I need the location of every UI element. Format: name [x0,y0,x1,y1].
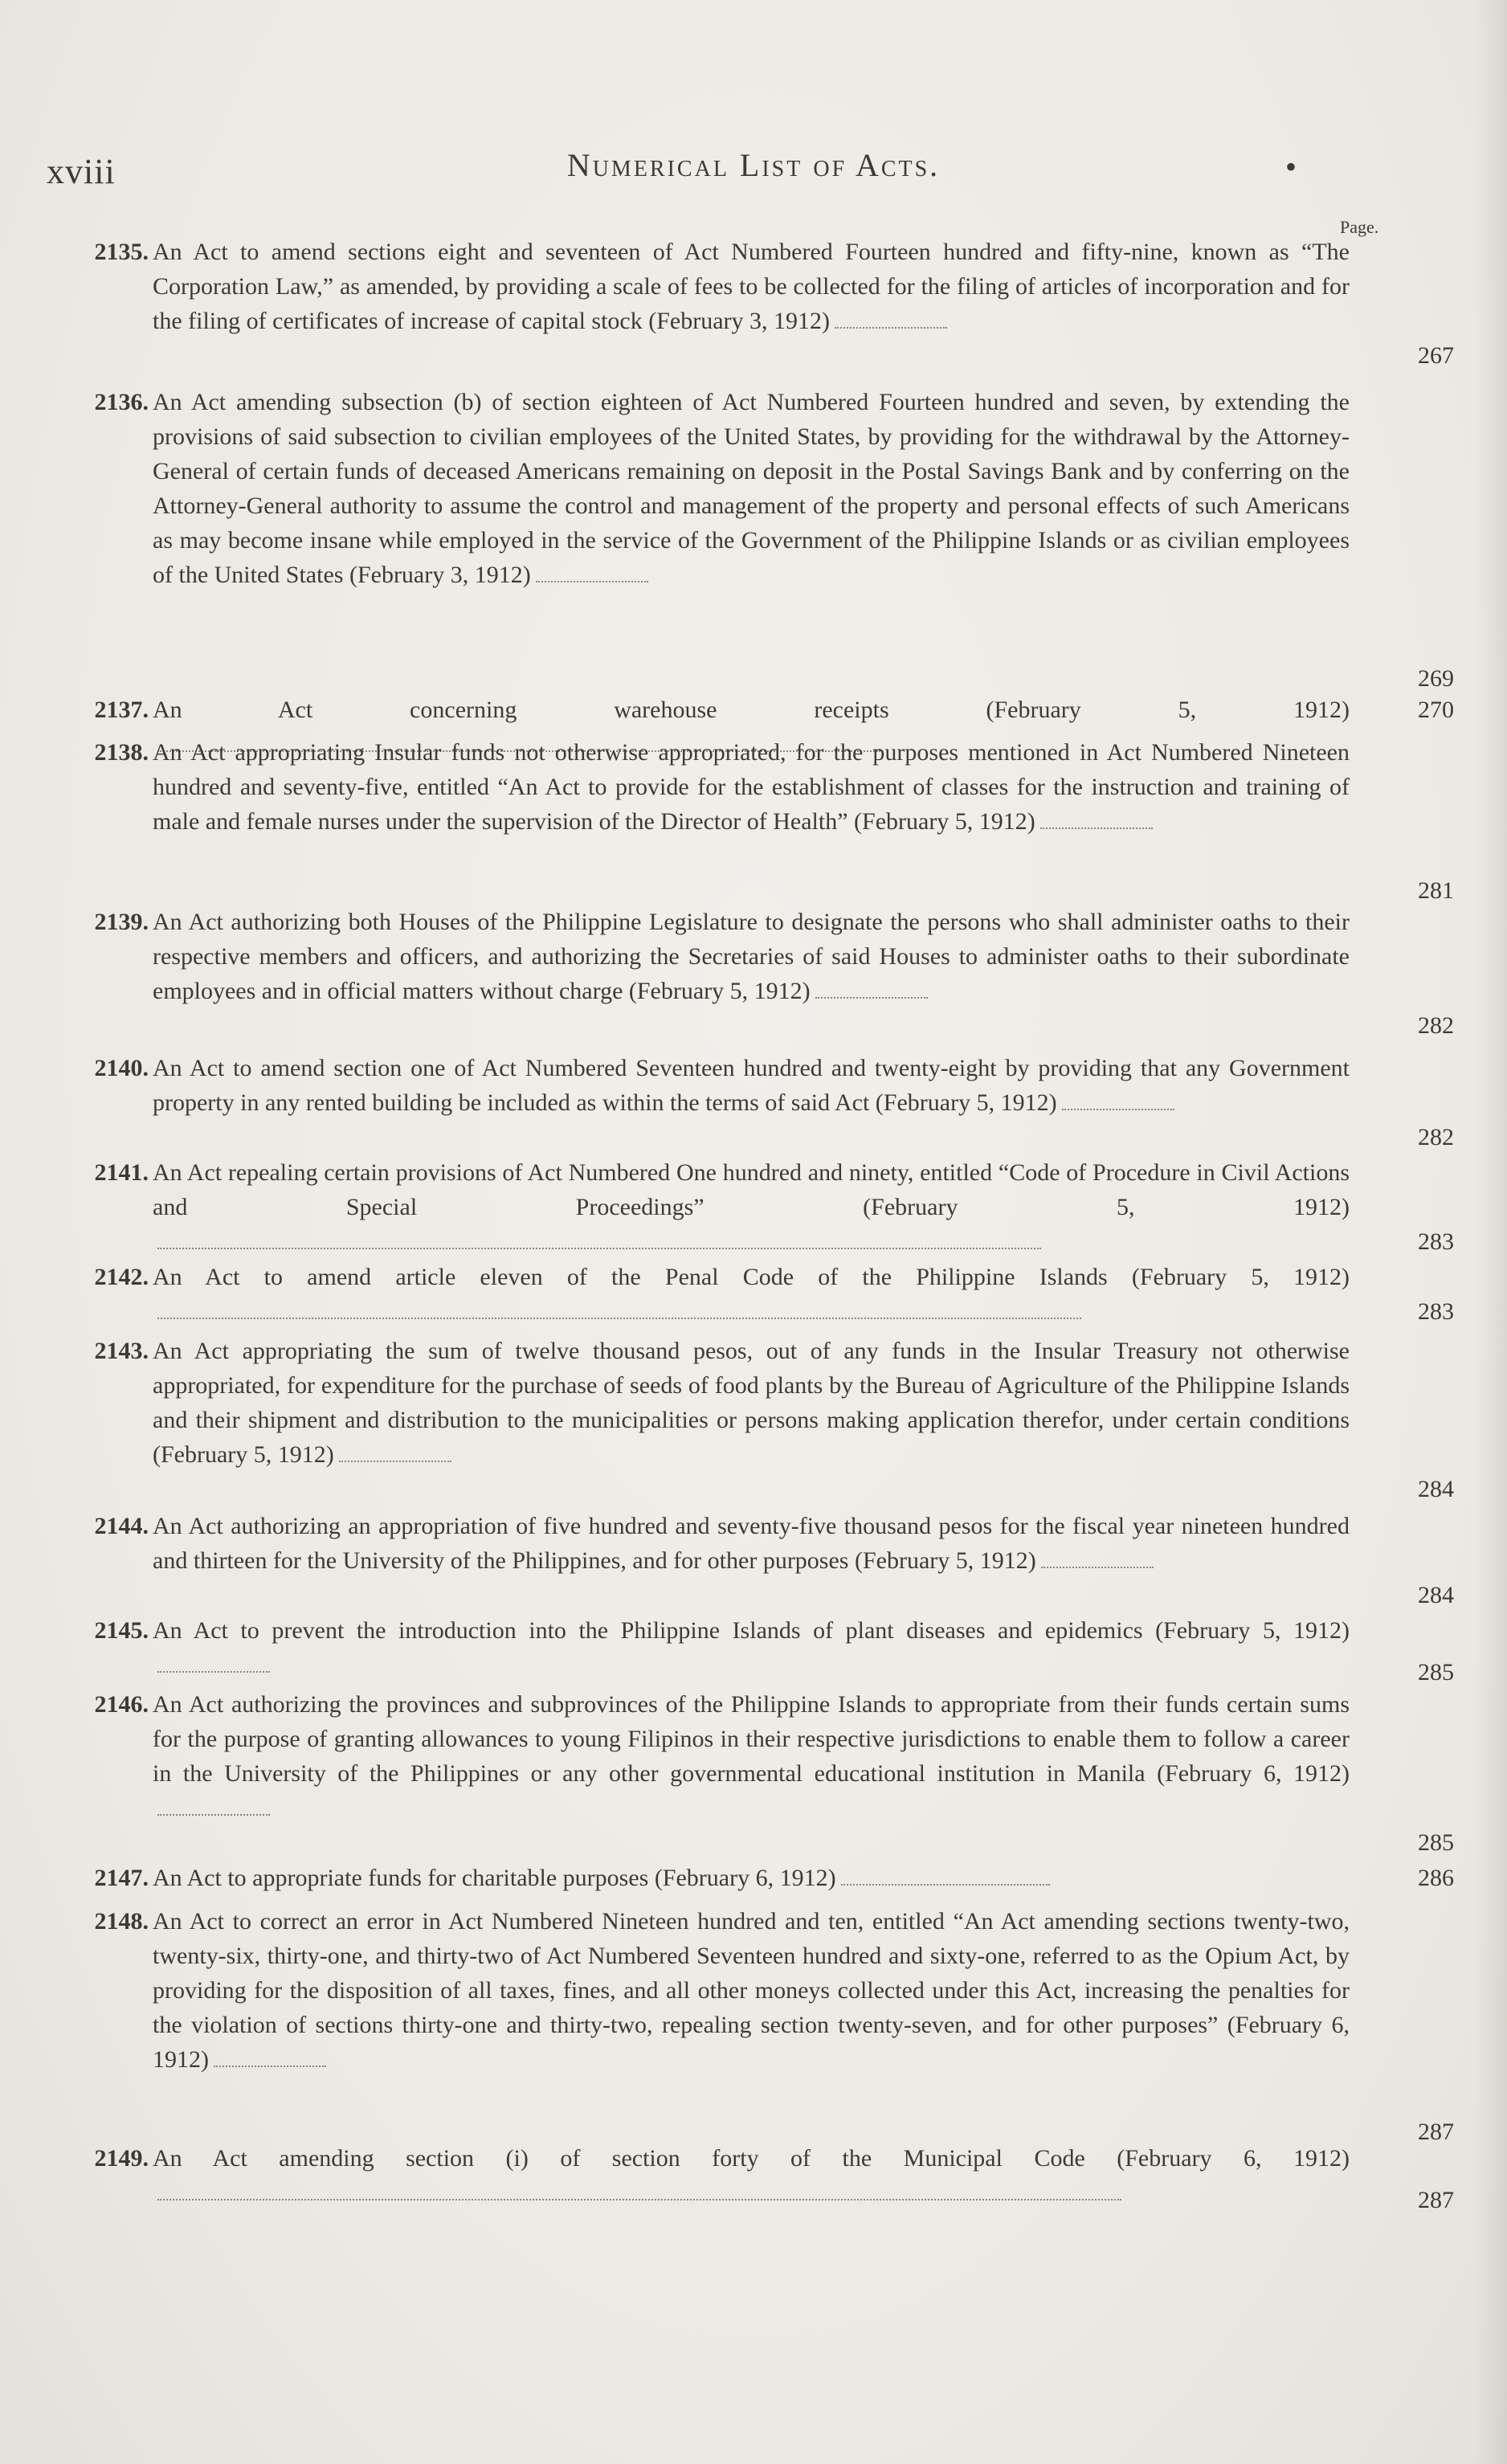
act-title: An Act to amend article eleven of the Penal Code of the Philippine Islands (February 5, 1912) [153,1260,1350,1329]
act-number: 2141. [94,1159,149,1186]
act-title: An Act concerning warehouse receipts (February 5, 1912) [153,693,1350,762]
act-page: 283 [1418,1298,1454,1325]
act-page: 286 [1418,1865,1454,1891]
act-number: 2147. [94,1865,149,1891]
list-item [48,1687,1454,1856]
act-title: An Act appropriating the sum of twelve thousand pesos, out of any funds in the Insular Treasury not otherwise appropriated, for expenditure for the purchase of seeds of food plants by the Bureau of Agriculture of the Philippine Islands and their shipment and distribution to the municipalities or persons making application therefor, under certain conditions (February 5, 1912) [153,1338,1350,1468]
act-number: 2149. [94,2145,149,2172]
list-item [48,1509,1454,1608]
act-page: 282 [1418,1012,1454,1039]
act-page: 281 [1418,877,1454,904]
act-page: 287 [1418,2119,1454,2145]
list-item [48,1861,1454,1895]
act-title: An Act to amend sections eight and seventeen of Act Numbered Fourteen hundred and fifty-nine, known as “The Corporation Law,” as amended, by providing a scale of fees to be collected for the filing of articles of incorporation and for the filing of certificates of increase of capital stock (February 3, 1912) [153,239,1350,334]
header-mark: • [1285,149,1297,185]
act-title: An Act to appropriate funds for charitable purposes (February 6, 1912) [153,1861,1350,1895]
act-page: 267 [1418,342,1454,369]
act-title: An Act to amend section one of Act Numbered Seventeen hundred and twenty-eight by providing that any Government property in any rented building be included as within the terms of said Act (February 5, 1912) [153,1055,1350,1116]
act-number: 2140. [94,1055,149,1081]
list-item [48,235,1454,369]
act-page: 284 [1418,1476,1454,1502]
running-head: Numerical List of Acts. [566,147,941,183]
list-item [48,905,1454,1039]
act-page: 285 [1418,1659,1454,1686]
list-item [48,2141,1454,2213]
list-item [48,1051,1454,1150]
act-number: 2146. [94,1691,149,1718]
list-item [48,1155,1454,1259]
act-number: 2138. [94,739,149,766]
act-title: An Act appropriating Insular funds not otherwise appropriated, for the purposes mentioned in Act Numbered Nineteen hundred and seventy-five, entitled “An Act to provide for the establishment of classes for the instruction and training of male and female nurses under the supervision of the Director of Health” (February 5, 1912) [153,739,1350,835]
act-number: 2143. [94,1338,149,1364]
act-title: An Act authorizing the provinces and subprovinces of the Philippine Islands to appropriate from their funds certain sums for the purpose of granting allowances to young Filipinos in their respective jurisdictions to enable them to follow a career in the University of the Philippines or any other governmental educational institution in Manila (February 6, 1912) [153,1687,1350,1825]
act-number: 2136. [94,389,149,415]
list-item [48,1904,1454,2145]
act-title: An Act authorizing an appropriation of five hundred and seventy-five thousand pesos for the fiscal year nineteen hundred and thirteen for the University of the Philippines, and for other purposes (February 5, 1912) [153,1513,1350,1574]
act-page: 283 [1418,1228,1454,1255]
act-title: An Act authorizing both Houses of the Philippine Legislature to designate the persons who shall administer oaths to their respective members and officers, and authorizing the Secretaries of said Houses to administer oaths to their subordinate employees and in official matters without charge (February 5, 1912) [153,909,1350,1004]
act-title: An Act to correct an error in Act Numbered Nineteen hundred and ten, entitled “An Act amending sections twenty-two, twenty-six, thirty-one, and thirty-two of Act Numbered Seventeen hundred and sixty-one, referred to as the Opium Act, by providing for the disposition of all taxes, fines, and all other moneys collected under this Act, increasing the penalties for the violation of sections thirty-one and thirty-two, repealing section twenty-seven, and for other purposes” (February 6, 1912) [153,1908,1350,2073]
act-page: 270 [1418,697,1454,723]
page-folio: xviii [47,152,116,191]
act-title: An Act amending subsection (b) of section eighteen of Act Numbered Fourteen hundred and seven, by extending the provisions of said subsection to civilian employees of the United States, by providing for the withdrawal by the Attorney-General of certain funds of deceased Americans remaining on deposit in the Postal Savings Bank and by conferring on the Attorney-General authority to assume the control and management of the property and personal effects of such Americans as may become insane while employed in the service of the Government of the Philippine Islands or as civilian employees of the United States (February 3, 1912) [153,389,1350,588]
list-item [48,1260,1454,1329]
list-item [48,1334,1454,1502]
act-number: 2135. [94,239,149,265]
act-title: An Act to prevent the introduction into the Philippine Islands of plant diseases and epidemics (February 5, 1912) [153,1613,1350,1682]
list-item [48,1613,1454,1686]
page-column-label: Page. [1340,217,1379,237]
act-number: 2137. [94,697,149,723]
act-number: 2148. [94,1908,149,1935]
act-number: 2144. [94,1513,149,1539]
act-title: An Act amending section (i) of section forty of the Municipal Code (February 6, 1912) [153,2141,1350,2210]
act-number: 2142. [94,1264,149,1290]
act-title: An Act repealing certain provisions of Act Numbered One hundred and ninety, entitled “Code of Procedure in Civil Actions and Special Proceedings” (February 5, 1912) [153,1155,1350,1259]
page-edge-shadow [1475,0,1507,2464]
act-page: 285 [1418,1829,1454,1856]
act-page: 282 [1418,1124,1454,1150]
list-item [48,735,1454,904]
act-number: 2139. [94,909,149,935]
act-page: 284 [1418,1582,1454,1608]
act-page: 287 [1418,2187,1454,2213]
list-item [48,385,1454,692]
act-number: 2145. [94,1617,149,1644]
act-page: 269 [1418,665,1454,692]
